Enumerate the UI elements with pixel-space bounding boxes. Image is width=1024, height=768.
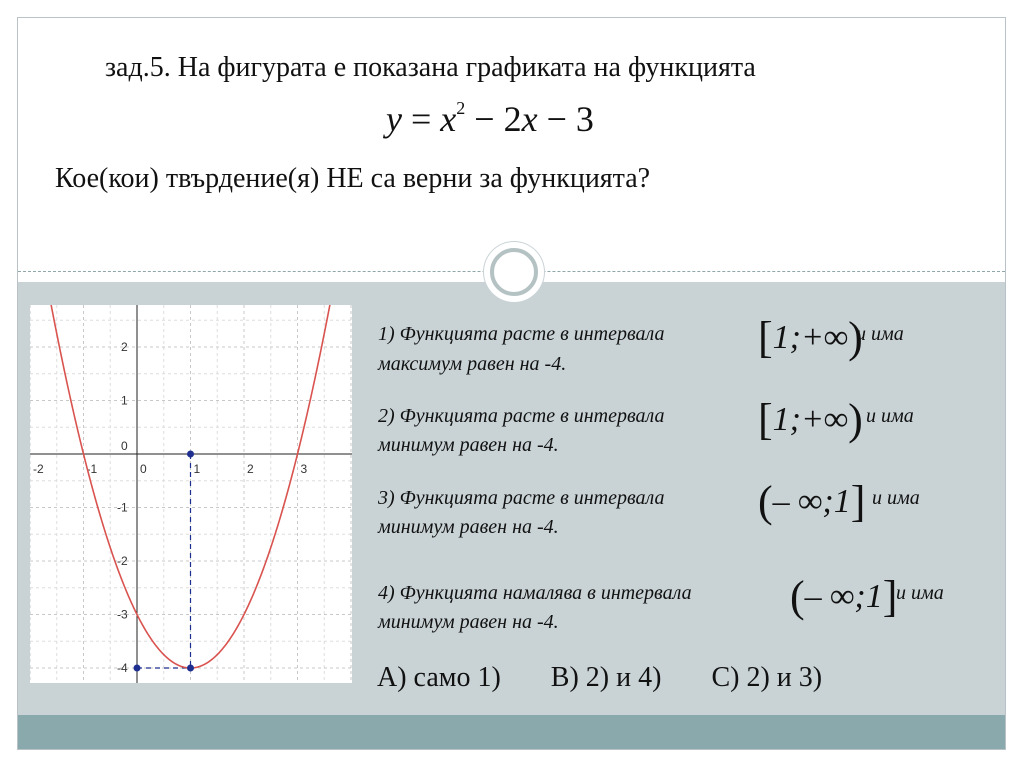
statement-3-line2: минимум равен на -4. [378, 516, 559, 538]
answer-options [377, 662, 822, 694]
statement-1: 1) Функцията расте в интервала [378, 323, 665, 345]
x-tick-label: 0 [140, 462, 147, 476]
statement-4-line2: минимум равен на -4. [378, 611, 559, 633]
interval-3: (– ∞;1] [758, 477, 866, 526]
y-tick-label: 1 [121, 393, 128, 408]
data-point [187, 665, 194, 672]
y-tick-label: -4 [117, 661, 128, 675]
statement-1-line2: максимум равен на -4. [378, 353, 567, 375]
x-tick-label: 2 [247, 462, 254, 476]
x-tick-label: -1 [86, 462, 98, 476]
parabola-chart [30, 305, 352, 683]
task-title: зад.5. На фигурата е показана графиката на функцията [105, 52, 756, 83]
statement-3: 3) Функцията расте в интервала [378, 487, 665, 509]
y-tick-label: 0 [121, 439, 128, 453]
x-tick-label: 3 [300, 462, 308, 476]
answer-c[interactable]: C) 2) и 3) [711, 662, 823, 693]
data-point [187, 451, 194, 458]
y-tick-label: -1 [117, 500, 128, 515]
data-point [134, 665, 141, 672]
interval-1: [1;+∞) [758, 313, 863, 362]
y-tick-label: -3 [117, 607, 128, 622]
function-formula: $y = x^2 - 2x - 3$ [386, 98, 594, 139]
y-tick-label: 2 [121, 340, 128, 354]
statement-2: 2) Функцията расте в интервала [378, 405, 665, 427]
statement-2-line2: минимум равен на -4. [378, 434, 559, 456]
answer-b[interactable]: B) 2) и 4) [550, 662, 662, 693]
statement-3-tail: и има [872, 487, 920, 509]
statement-1-tail: и има [856, 323, 904, 345]
x-tick-label: -2 [33, 462, 44, 476]
slide [17, 17, 1006, 750]
footer-bar [18, 715, 1005, 749]
interval-4: (– ∞;1] [790, 572, 898, 621]
y-tick-label: -2 [117, 554, 128, 568]
circle-ornament-icon [484, 242, 544, 302]
statement-4: 4) Функцията намалява в интервала [378, 582, 692, 604]
x-tick-label: 1 [193, 462, 201, 476]
function-graph [30, 305, 352, 683]
question-text: Кое(кои) твърдение(я) НЕ са верни за функцията? [55, 163, 651, 194]
interval-2: [1;+∞) [758, 395, 863, 444]
statement-4-tail: и има [896, 582, 944, 604]
answer-a[interactable]: A) само 1) [377, 662, 501, 693]
statement-2-tail: и има [866, 405, 914, 427]
